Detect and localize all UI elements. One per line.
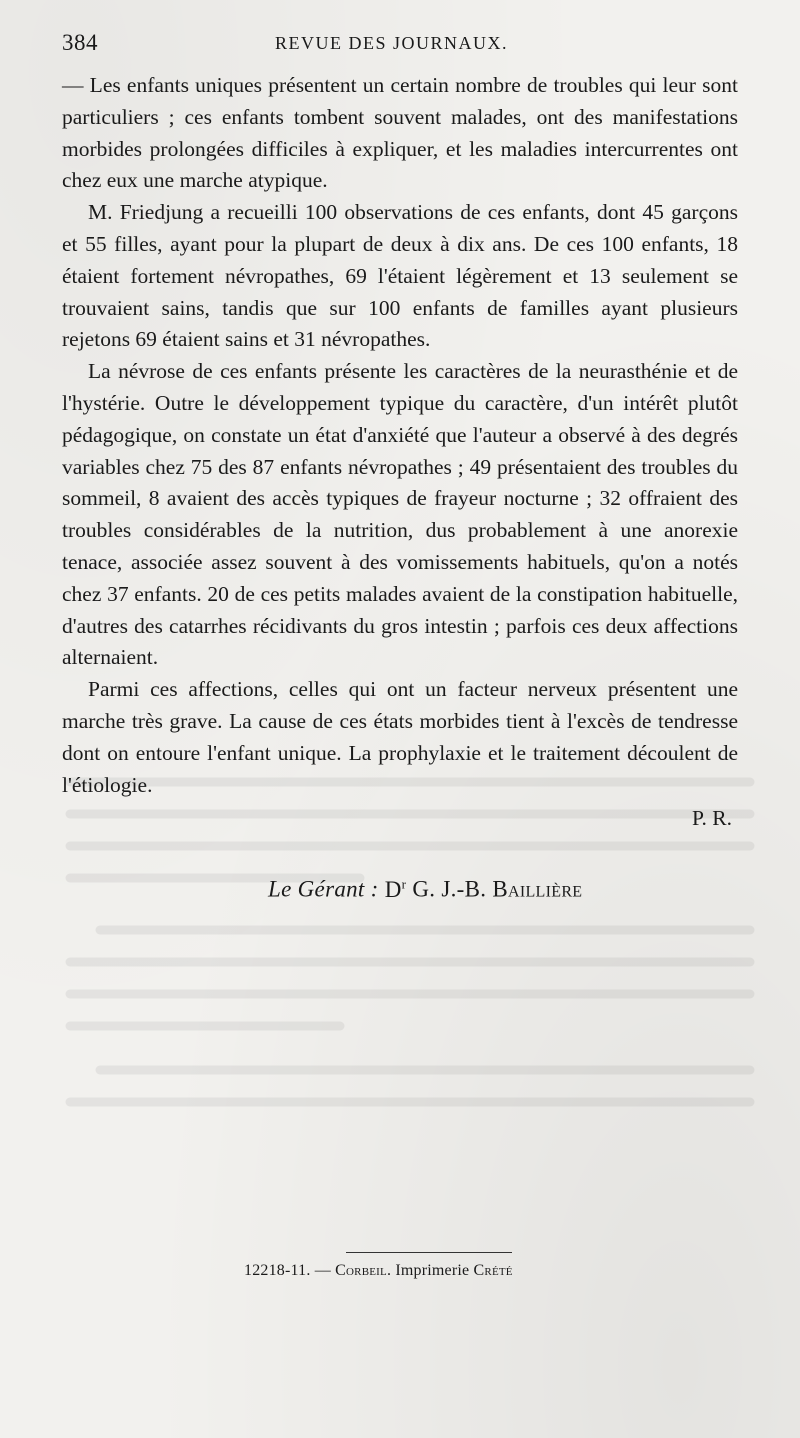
page-header — [62, 30, 738, 64]
signature-surname: Baillière — [492, 876, 583, 902]
author-initials: P. R. — [691, 806, 732, 831]
imprint-city: Corbeil. — [335, 1262, 392, 1279]
printer-imprint — [244, 1262, 513, 1280]
imprint-printer-name: Crété — [473, 1262, 513, 1279]
paragraph: M. Friedjung a recueilli 100 observations de ces enfants, dont 45 garçons et 55 filles, ayant pour la plupart de deux à dix ans. De ces 100 enfants, 18 étaient fortement névropathes, 69 l'étaient légèrement et 13 seulement se trouvaient sains, tandis que sur 100 enfants de familles ayant plusieurs rejetons 69 étaient sains et 31 névropathes. — [62, 200, 738, 352]
imprint-printer: Imprimerie — [395, 1262, 470, 1279]
article-body — [62, 70, 738, 835]
paragraph: La névrose de ces enfants présente les caractères de la neurasthénie et de l'hystérie. Outre le développement typique du caractère, d'un intérêt plutôt pédagogique, on constate un état d'anxiété que l'auteur a observé à des degrés variables chez 75 des 87 enfants névropathes ; 49 présentaient des troubles du sommeil, 8 avaient des accès typiques de frayeur nocturne ; 32 offraient des troubles considérables de la nutrition, dus probablement à une anorexie tenace, associée assez souvent à des vomissements habituels, qu'on a notés chez 37 enfants. 20 de ces petits malades avaient de la constipation habituelle, d'autres des catarrhes récidivants du gros intestin ; parfois ces deux affections alternaient. — [62, 359, 738, 670]
signature-line — [268, 876, 582, 903]
separator-rule — [346, 1252, 512, 1253]
paragraph: Parmi ces affections, celles qui ont un facteur nerveux présentent une marche très grave. La cause de ces états morbides tient à l'excès de tendresse dont on entoure l'enfant unique. La prophylaxie et le traitement découlent de l'étiologie. — [62, 677, 738, 797]
imprint-dash: — — [314, 1262, 331, 1279]
signature-label: Le Gérant : — [268, 876, 379, 902]
paragraph: — Les enfants uniques présentent un certain nombre de troubles qui leur sont particuliers ; ces enfants tombent souvent malades, ont des manifestations morbides prolongées difficiles à expliquer, et les maladies intercurrentes ont chez eux une marche atypique. — [62, 73, 738, 193]
running-head: REVUE DES JOURNAUX. — [275, 33, 509, 53]
signature-initials: G. J.-B. — [412, 876, 487, 902]
page-number: 384 — [62, 30, 98, 55]
imprint-number: 12218-11. — [244, 1262, 311, 1279]
signature-title: $D^r$ — [384, 876, 407, 902]
